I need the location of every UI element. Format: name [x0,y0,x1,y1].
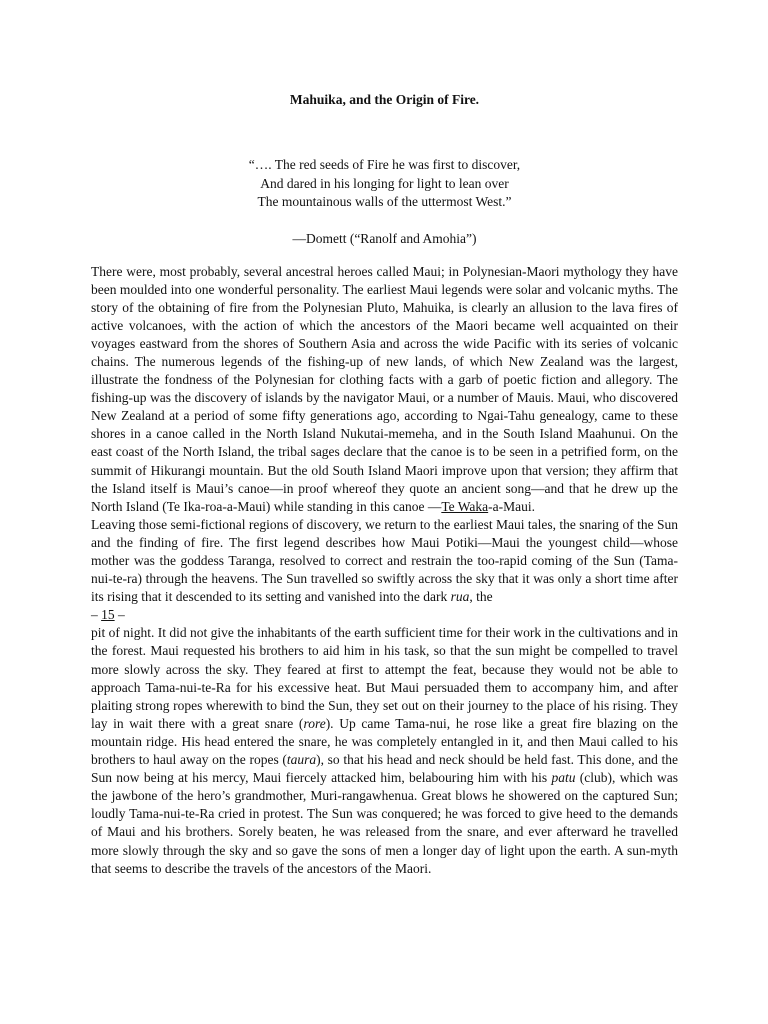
paragraph-2-text: Leaving those semi-fictional regions of discovery, we return to the earliest Maui tales, the snaring of the Sun and the finding of fire. The first legend describes how Maui Potiki—Maui the youngest child—whose mother was the goddess Taranga, resolved to correct and restrain the too-rapid coming of the Sun (Tama-nui-te-ra) through the heavens. The Sun travelled so swiftly across the sky that it was only a short time after its rising that it descended to its setting and vanished into the dark [91,516,678,605]
epigraph-attribution: —Domett (“Ranolf and Amohia”) [292,230,477,246]
paragraph-1-text: There were, most probably, several ancestral heroes called Maui; in Polynesian-Maori mythology they have been moulded into one wonderful personality. The earliest Maui legends were solar and volcanic myths. The story of the obtaining of fire from the Polynesian Pluto, Mahuika, is clearly an allusion to the lava fires of active volcanoes, with the action of which the ancestors of the Maori became well acquainted on their voyages eastward from the shores of Southern Asia and across the wide Pacific with its series of volcanic chains. The numerous legends of the fishing-up of new lands, of which New Zealand was the largest, illustrate the fondness of the Polynesian for clothing facts with a garb of poetic fiction and allegory. The fishing-up was the discovery of islands by the navigator Maui, or a number of Mauis. Maui, who discovered New Zealand at a period of some fifty generations ago, according to Ngai-Tahu genealogy, came to these shores in a canoe called in the North Island Nukutai-memeha, and in the South Island Maahunui. On the east coast of the North Island, the tribal sages declare that the canoe is to be seen in a petrified form, on the summit of Hikurangi mountain. But the old South Island Maori improve upon that version; they affirm that the Island itself is Maui’s canoe—in proof whereof they quote an ancient song—and that he drew up the North Island (Te Ika-roa-a-Maui) while standing in this canoe — [91,263,678,514]
page-number-marker [91,606,678,624]
paragraph-1 [91,263,678,516]
paragraph-2-tail: , the [469,589,493,605]
paragraph-2 [91,516,678,606]
paragraph-1-end: -a-Maui. [488,498,536,514]
page-number-link[interactable]: 15 [101,607,115,623]
paragraph-3-text: (club), which was the jawbone of the hero’s grandmother, Muri-rangawhenua. Great blows he showered on the captured Sun; loudly Tama-nui-te-Ra cried in protest. The Sun was conquered; he was forced to give heed to the demands of Maui and his brothers. Sorely beaten, he was released from the snare, and ever afterward he travelled more slowly through the sky and so gave the sons of men a longer day of light upon the earth. A sun-myth that seems to describe the travels of the ancestors of the Maori. [91,770,678,876]
paragraph-3-text: ), so that his head and neck should be held fast. This done, and the Sun now being at his mercy, Maui fiercely attacked him, belabouring him with his [91,752,678,786]
italic-term: patu [551,770,576,786]
epigraph-line: And dared in his longing for light to lean over [260,175,509,191]
paragraph-3-text: ). Up came Tama-nui, he rose like a great fire blazing on the mountain ridge. His head entered the snare, he was completely entangled in it, and then Maui called to his brothers to haul away on the ropes ( [91,715,678,768]
epigraph-line: The mountainous walls of the uttermost West.” [257,194,512,209]
page-number-suffix: – [114,607,125,623]
epigraph-line: “…. The red seeds of Fire he was first to discover, [248,157,521,172]
document-page [91,91,678,878]
italic-term: rore [303,715,326,731]
page-number-prefix: – [91,607,102,623]
te-waka-link[interactable]: Te Waka [441,498,489,514]
italic-term: taura [286,752,317,768]
epigraph [91,156,678,212]
document-title: Mahuika, and the Origin of Fire. [289,92,480,107]
italic-term: rua [450,589,470,605]
paragraph-3 [91,624,678,877]
paragraph-3-text: pit of night. It did not give the inhabitants of the earth sufficient time for their work in the cultivations and in the forest. Maui requested his brothers to aid him in his task, so that the sun might be compelled to travel more slowly across the sky. They feared at first to attempt the feat, because they would not be able to approach Tama-nui-te-Ra for his excessive heat. But Maui persuaded them to accompany him, and after plaiting strong ropes wherewith to bind the Sun, they set out on their journey to the place of his rising. They lay in wait there with a great snare ( [91,625,678,731]
